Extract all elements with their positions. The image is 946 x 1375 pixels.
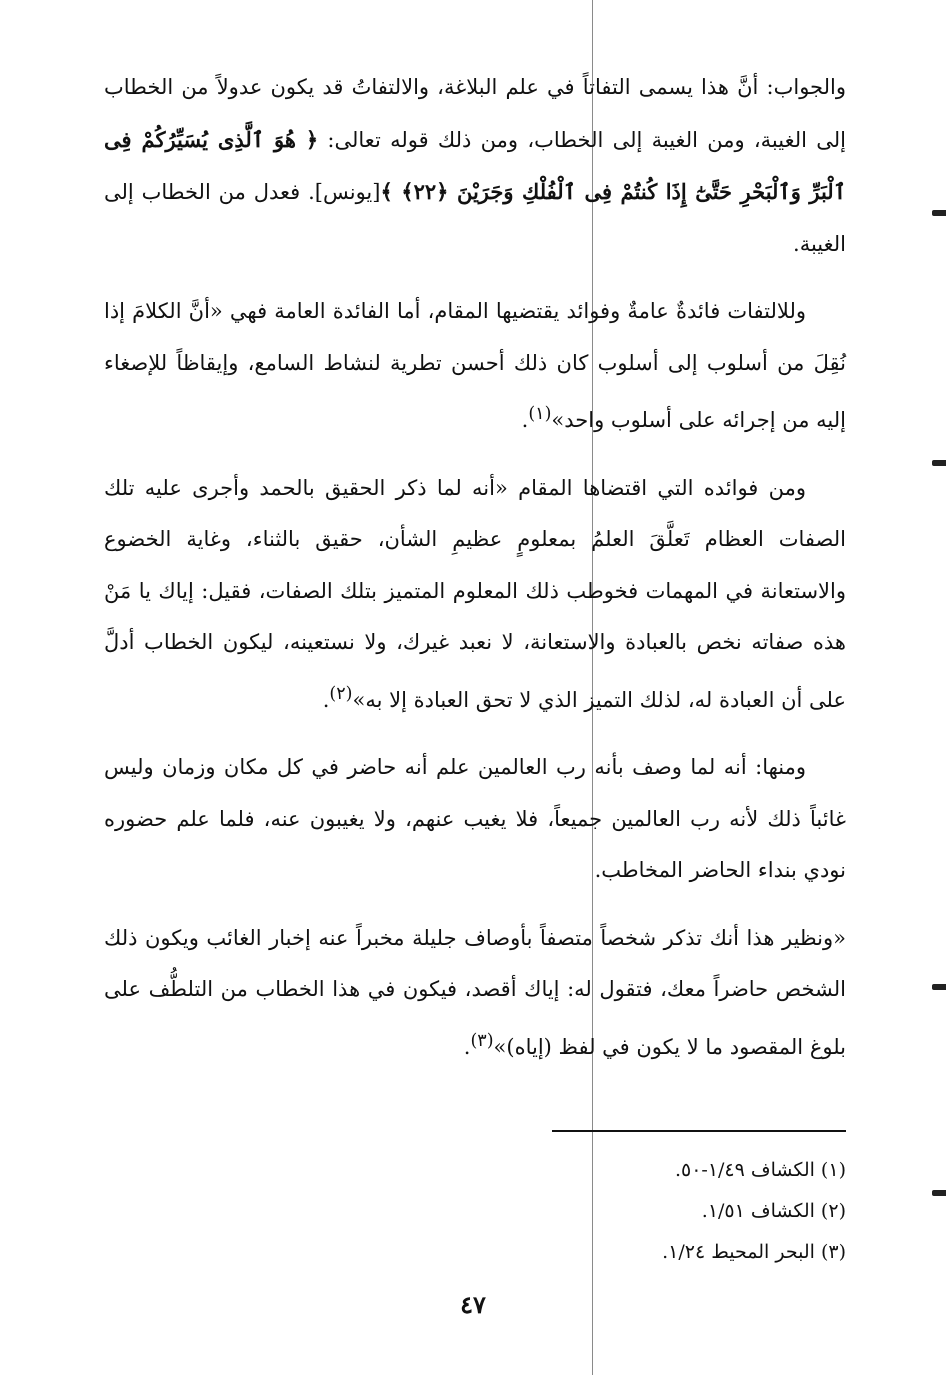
paragraph [104, 62, 846, 270]
footnote-ref: (١) [528, 404, 552, 424]
paragraph-end: . [463, 1034, 471, 1059]
page-number: ٤٧ [460, 1290, 486, 1319]
edge-mark [932, 984, 946, 990]
edge-mark [932, 460, 946, 466]
footnote-ref: (٣) [470, 1030, 494, 1051]
footnote: (٣) البحر المحيط ١/٢٤. [662, 1241, 846, 1263]
paragraph-text: [يونس]. فعدل من الخطاب إلى الغيبة. [104, 180, 846, 256]
footnote: (٢) الكشاف ١/٥١. [701, 1200, 846, 1222]
footnote: (١) الكشاف ١/٤٩-٥٠. [674, 1159, 846, 1181]
paragraph [104, 286, 846, 447]
paragraph-text: ومنها: أنه لما وصف بأنه رب العالمين علم أنه حاضر في كل مكان وزمان وليس غائباً ذلك لأنه رب العالمين جميعاً، فلا يغيب عنهم، ولا يغيبون عنه، فلما علم حضوره نودي بنداء الحاضر المخاطب. [104, 755, 846, 882]
edge-mark [932, 1190, 946, 1196]
paragraph [104, 742, 846, 897]
paragraph-end: . [322, 687, 330, 712]
footnote-ref: (٢) [329, 683, 353, 704]
paragraph-text: «ونظير هذا أنك تذكر شخصاً متصفاً بأوصاف جليلة مخبراً عنه إخبار الغائب ويكون ذلك الشخص حاضراً معك، فتقول له: إياك أقصد، فيكون في هذا الخطاب من التلطُّف على بلوغ المقصود ما لا يكون في لفظ (إياه)» [104, 925, 846, 1059]
paragraph-end: . [521, 408, 529, 432]
paragraph [104, 913, 846, 1074]
footnotes [104, 1150, 846, 1273]
footnote-separator [552, 1130, 846, 1132]
quran-verse: ﴿ هُوَ ٱلَّذِى يُسَيِّرُكُمْ فِى ٱلْبَرِّ وَٱلْبَحْرِ حَتَّىٰٓ إِذَا كُنتُمْ فِى ٱلْفُلْكِ وَجَرَيْنَ ﴿٢٢﴾ ﴾ [104, 126, 847, 204]
edge-mark [932, 210, 946, 216]
paragraph [104, 463, 846, 727]
paragraph-text: والجواب: أنَّ هذا يسمى التفاتاً في علم البلاغة، والالتفاتُ قد يكون عدولاً من الخطاب إلى الغيبة، ومن الغيبة إلى الخطاب، ومن ذلك قوله تعالى: [104, 75, 846, 152]
main-text [104, 62, 846, 1089]
paragraph-text: ومن فوائده التي اقتضاها المقام «أنه لما ذكر الحقيق بالحمد وأجرى عليه تلك الصفات العظام تَعلَّقَ العلمُ بمعلومٍ عظيمِ الشأن، حقيق بالثناء، وغاية الخضوع والاستعانة في المهمات فخوطب ذلك المعلوم المتميز بتلك الصفات، فقيل: إياك يا مَنْ هذه صفاته نخص بالعبادة والاستعانة، لا نعبد غيرك، ولا نستعينه، ليكون الخطاب أدلَّ على أن العبادة له، لذلك التميز الذي لا تحق العبادة إلا به» [104, 475, 846, 712]
paragraph-text: وللالتفات فائدةٌ عامةٌ وفوائد يقتضيها المقام، أما الفائدة العامة فهي «أنَّ الكلامَ إذا نُقِلَ من أسلوب إلى أسلوب كان ذلك أحسن تطرية لنشاط السامع، وإيقاظاً للإصغاء إليه من إجرائه على أسلوب واحد» [104, 299, 846, 432]
